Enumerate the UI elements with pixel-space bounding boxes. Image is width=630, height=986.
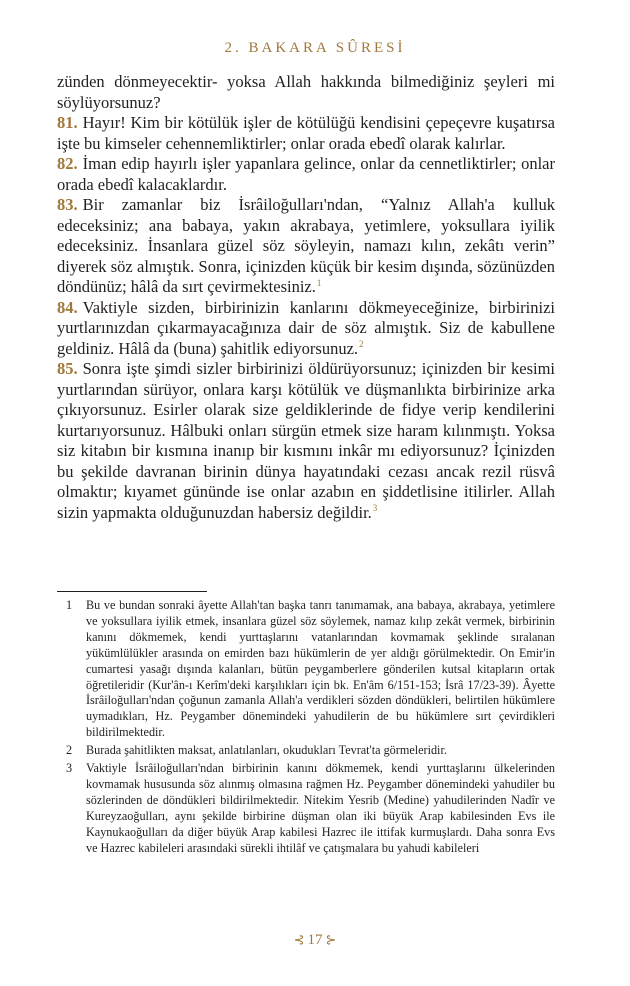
verse-text: Hayır! Kim bir kötülük işler de kötülüğü kendisini çepeçevre kuşatırsa işte bu kimseler cehennemliktirler; onlar orada ebedî olarak kalırlar. [57,113,555,153]
footnote-ref-3[interactable]: 3 [372,503,378,513]
verse-81 [57,113,555,154]
verse-number: 82. [57,154,78,173]
page-number-value: 17 [307,932,323,948]
ornament-left-icon: ⊰ [293,932,305,947]
main-text [57,72,555,523]
verse-84 [57,298,555,360]
footnote-text: Burada şahitlikten maksat, anlatılanları, okudukları Tevrat'ta görmeleridir. [86,743,447,758]
verse-82 [57,154,555,195]
page-number [0,932,630,949]
verse-text: Vaktiyle sizden, birbirinizin kanlarını dökmeyeceğinize, birbirinizi yurtlarınızdan çıkarmayacağınıza dair de söz almıştık. Siz de kabullene geldiniz. Hâlâ da (buna) şahitlik ediyorsunuz. [57,297,555,358]
verse-text: Bir zamanlar biz İsrâiloğulları'ndan, “Yalnız Allah'a kulluk edeceksiniz; ana babaya, yakın akrabaya, yetimlere, yoksullara iyilik edeceksiniz. İnsanlara güzel söz söyleyin, namazı kılın, zekâtı verin” diyerek söz almıştık. Sonra, içinizden küçük bir kesim dışında, sözünüzden döndünüz; hâlâ da sırt çevirmektesiniz. [57,195,555,296]
running-header: 2. BAKARA SÛRESİ [224,40,406,56]
verse-text: Sonra işte şimdi sizler birbirinizi öldürüyorsunuz; içinizden bir kesimi yurtlarından sürüyor, onlara karşı kötülük ve düşmanlıkta birbirinize arka çıkıyorsunuz. Esirler olarak size geldiklerinde de fidye verip kendilerini kurtarıyorsunuz. Hâlbuki onları sürgün etmek size haram kılınmıştı. Yoksa siz kitabın bir kısmına inanıp bir kısmını inkâr mı ediyorsunuz? İçinizden bu şekilde davranan birinin dünya hayatındaki cezası ancak rezil rüsvâ olmaktır; kıyamet gününde ise onlar azabın en şiddetlisine itilirler. Allah sizin yapmakta olduğunuzdan habersiz değildir. [57,359,555,522]
footnote-text: Bu ve bundan sonraki âyette Allah'tan başka tanrı tanımamak, ana babaya, akrabaya, yetimlere ve yoksullara iyilik etmek, insanlara güzel söz söylemek, namaz kılıp zekât vermek, birbirinin kanını dökmemek, kendi yurttaşlarını vatanlarından kovmamak şeklinde sıralanan yükümlülükler arasında on emirden bazı hükümlerin de yer aldığı görülmektedir. On Emir'in cumartesi yasağı dışında kalanları, bütün peygamberlere gönderilen kutsal kitapların ortak öğretileridir (Kur'ân-ı Kerîm'deki karşılıkları için bk. En'âm 6/151-153; İsrâ 17/23-39). Âyette İsrâiloğulları'ndan çoğunun zamanla Allah'a verdikleri sözden döndükleri, belirtilen hükümlere uymadıkları, Hz. Peygamber dönemindeki yahudilerin de bu hükümlere sırt çevirdikleri bildirilmektedir. [86,598,555,740]
footnote-3 [57,761,555,856]
verse-number: 83. [57,195,78,214]
verse-85 [57,359,555,523]
continuation-paragraph: zünden dönmeyecektir- yoksa Allah hakkında bilmediğiniz şeyleri mi söylüyorsunuz? [57,72,555,112]
ornament-right-icon: ⊱ [325,932,337,947]
footnotes [57,598,555,859]
footnote-ref-1[interactable]: 1 [316,277,322,288]
footnote-number: 2 [66,743,73,758]
verse-number: 81. [57,113,78,132]
footnote-1 [57,598,555,741]
footnote-text: Vaktiyle İsrâiloğulları'ndan birbirinin kanını dökmemek, kendi yurttaşlarını ülkelerinden kovmamak hususunda söz alınmış olmasına rağmen Hz. Peygamber dönemindeki yahudiler bu sözlerinden de döndükleri bildirilmektedir. Nitekim Yesrib (Medine) yahudilerinden Nadîr ve Kureyzaoğulları, aynı şekilde birbirine düşman olan iki büyük Arap kabilesinden Evs ile Kaynukaoğulları da diğer büyük Arap kabilesi Hazrec ile ittifak kurmuşlardı. Daha sonra Evs ve Hazrec kabileleri arasındaki sürekli ihtilâf ve çatışmalara bu yahudi kabileleri [86,761,555,855]
footnote-number: 1 [66,598,73,612]
verse-83 [57,195,555,298]
verse-number: 85. [57,359,78,378]
footnote-divider [57,591,207,592]
verse-number: 84. [57,297,78,317]
verse-text: İman edip hayırlı işler yapanlara gelince, onlar da cennetliktirler; onlar orada ebedî kalacaklardır. [57,154,555,194]
footnote-ref-2[interactable]: 2 [359,339,364,349]
footnote-2 [57,743,555,759]
footnote-number: 3 [66,761,73,776]
